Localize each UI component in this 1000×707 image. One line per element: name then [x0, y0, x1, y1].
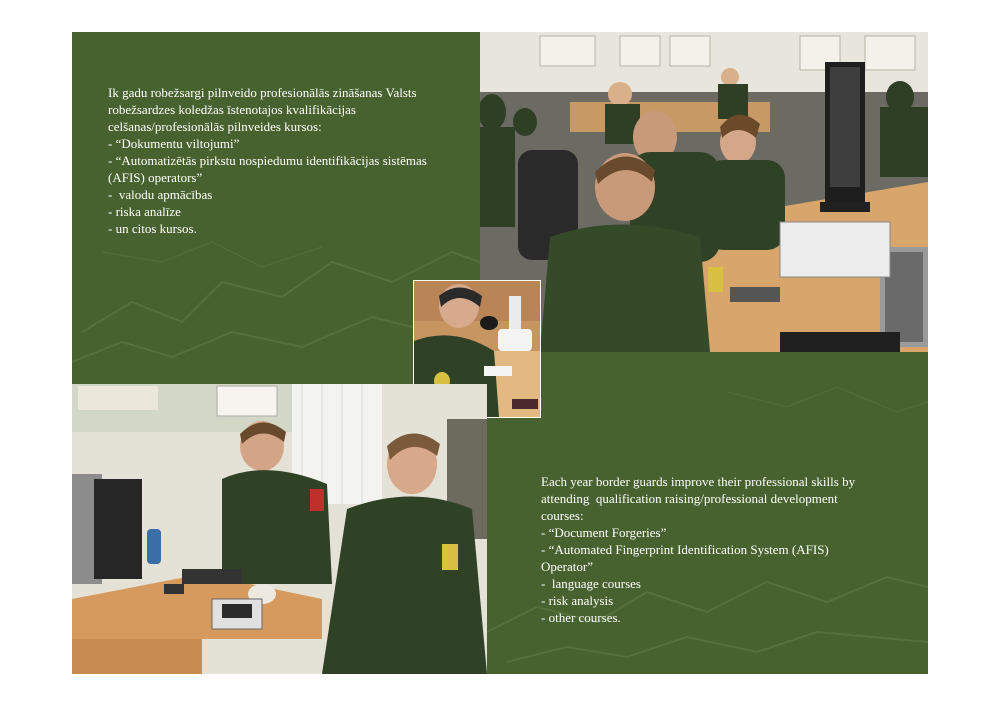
latvian-line-7: - valodu apmācības — [108, 187, 213, 202]
latvian-line-5: - “Automatizētās pirkstu nospiedumu identifikācijas sistēmas — [108, 153, 427, 168]
english-line-4: - “Document Forgeries” — [541, 525, 667, 540]
latvian-line-8: - riska analīze — [108, 204, 181, 219]
english-text-panel — [487, 352, 928, 674]
latvian-course-text — [108, 84, 478, 237]
english-line-8: - risk analysis — [541, 593, 614, 608]
latvian-line-9: - un citos kursos. — [108, 221, 197, 236]
english-line-6: Operator” — [541, 559, 593, 574]
latvian-line-4: - “Dokumentu viltojumi” — [108, 136, 240, 151]
english-line-5: - “Automated Fingerprint Identification System (AFIS) — [541, 542, 829, 557]
latvian-line-6: (AFIS) operators” — [108, 170, 203, 185]
latvian-line-2: robežsardzes koledžas īstenotajos kvalifikācijas — [108, 102, 356, 117]
english-line-7: - language courses — [541, 576, 641, 591]
english-line-1: Each year border guards improve their professional skills by — [541, 474, 856, 489]
fingerprint-station-photo — [72, 384, 487, 674]
english-course-text — [541, 473, 921, 626]
latvian-line-1: Ik gadu robežsargi pilnveido profesionālās zināšanas Valsts — [108, 85, 417, 100]
english-line-2: attending qualification raising/professional development — [541, 491, 838, 506]
latvian-line-3: celšanas/profesionālās pilnveides kursos: — [108, 119, 322, 134]
english-line-9: - other courses. — [541, 610, 621, 625]
english-line-3: courses: — [541, 508, 584, 523]
classroom-photo — [480, 32, 928, 352]
brochure-page — [72, 32, 928, 674]
